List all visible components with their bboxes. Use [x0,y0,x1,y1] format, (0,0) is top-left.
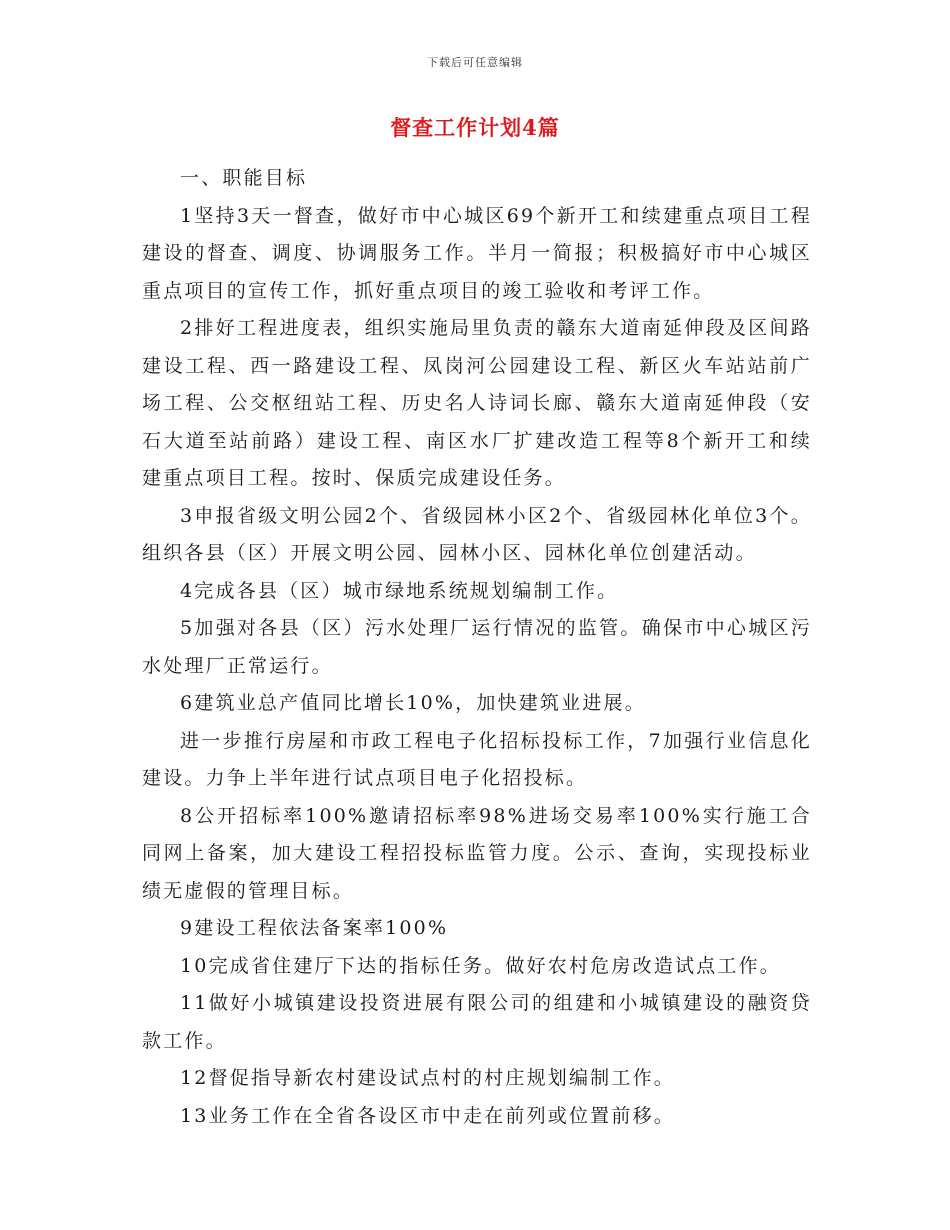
paragraph-item-9: 9建设工程依法备案率100% [180,917,449,939]
paragraph-item-11: 11做好小城镇建设投资进展有限公司的组建和小城镇建设的融资贷款工作。 [142,992,812,1052]
paragraph-item-13: 13业务工作在全省各设区市中走在前列或位置前移。 [180,1104,675,1127]
paragraph-item-2: 2排好工程进度表，组织实施局里负责的赣东大道南延伸段及区间路建设工程、西一路建设工程、凤岗河公园建设工程、新区火车站站前广场工程、公交枢纽站工程、历史名人诗词长廊、赣东大道南延伸段（安石大道至站前路）建设工程、南区水厂扩建改造工程等8个新开工和续建重点项目工程。按时、保质完成建设任务。 [142,317,812,489]
paragraph-item-1: 1坚持3天一督查，做好市中心城区69个新开工和续建重点项目工程建设的督查、调度、协调服务工作。半月一简报；积极搞好市中心城区重点项目的宣传工作，抓好重点项目的竣工验收和考评工作。 [142,204,812,302]
paragraph-item-8: 8公开招标率100%邀请招标率98%进场交易率100%实行施工合同网上备案，加大建设工程招投标监管力度。公示、查询，实现投标业绩无虚假的管理目标。 [142,804,812,902]
document-title: 督查工作计划4篇 [390,115,560,140]
paragraph-item-6: 6建筑业总产值同比增长10%，加快建筑业进展。 [180,692,646,714]
document-body [142,160,812,1135]
paragraph-item-12: 12督促指导新农村建设试点村的村庄规划编制工作。 [180,1067,675,1089]
paragraph-item-3: 3申报省级文明公园2个、省级园林小区2个、省级园林化单位3个。组织各县（区）开展文明公园、园林小区、园林化单位创建活动。 [142,504,812,564]
paragraph-item-10: 10完成省住建厅下达的指标任务。做好农村危房改造试点工作。 [180,954,781,977]
paragraph-item-7: 进一步推行房屋和市政工程电子化招标投标工作，7加强行业信息化建设。力争上半年进行试点项目电子化招投标。 [142,729,812,789]
section-heading: 一、职能目标 [180,167,308,189]
paragraph-item-5: 5加强对各县（区）污水处理厂运行情况的监管。确保市中心城区污水处理厂正常运行。 [142,617,812,677]
header-note: 下载后可任意编辑 [427,56,523,69]
paragraph-item-4: 4完成各县（区）城市绿地系统规划编制工作。 [180,579,619,602]
